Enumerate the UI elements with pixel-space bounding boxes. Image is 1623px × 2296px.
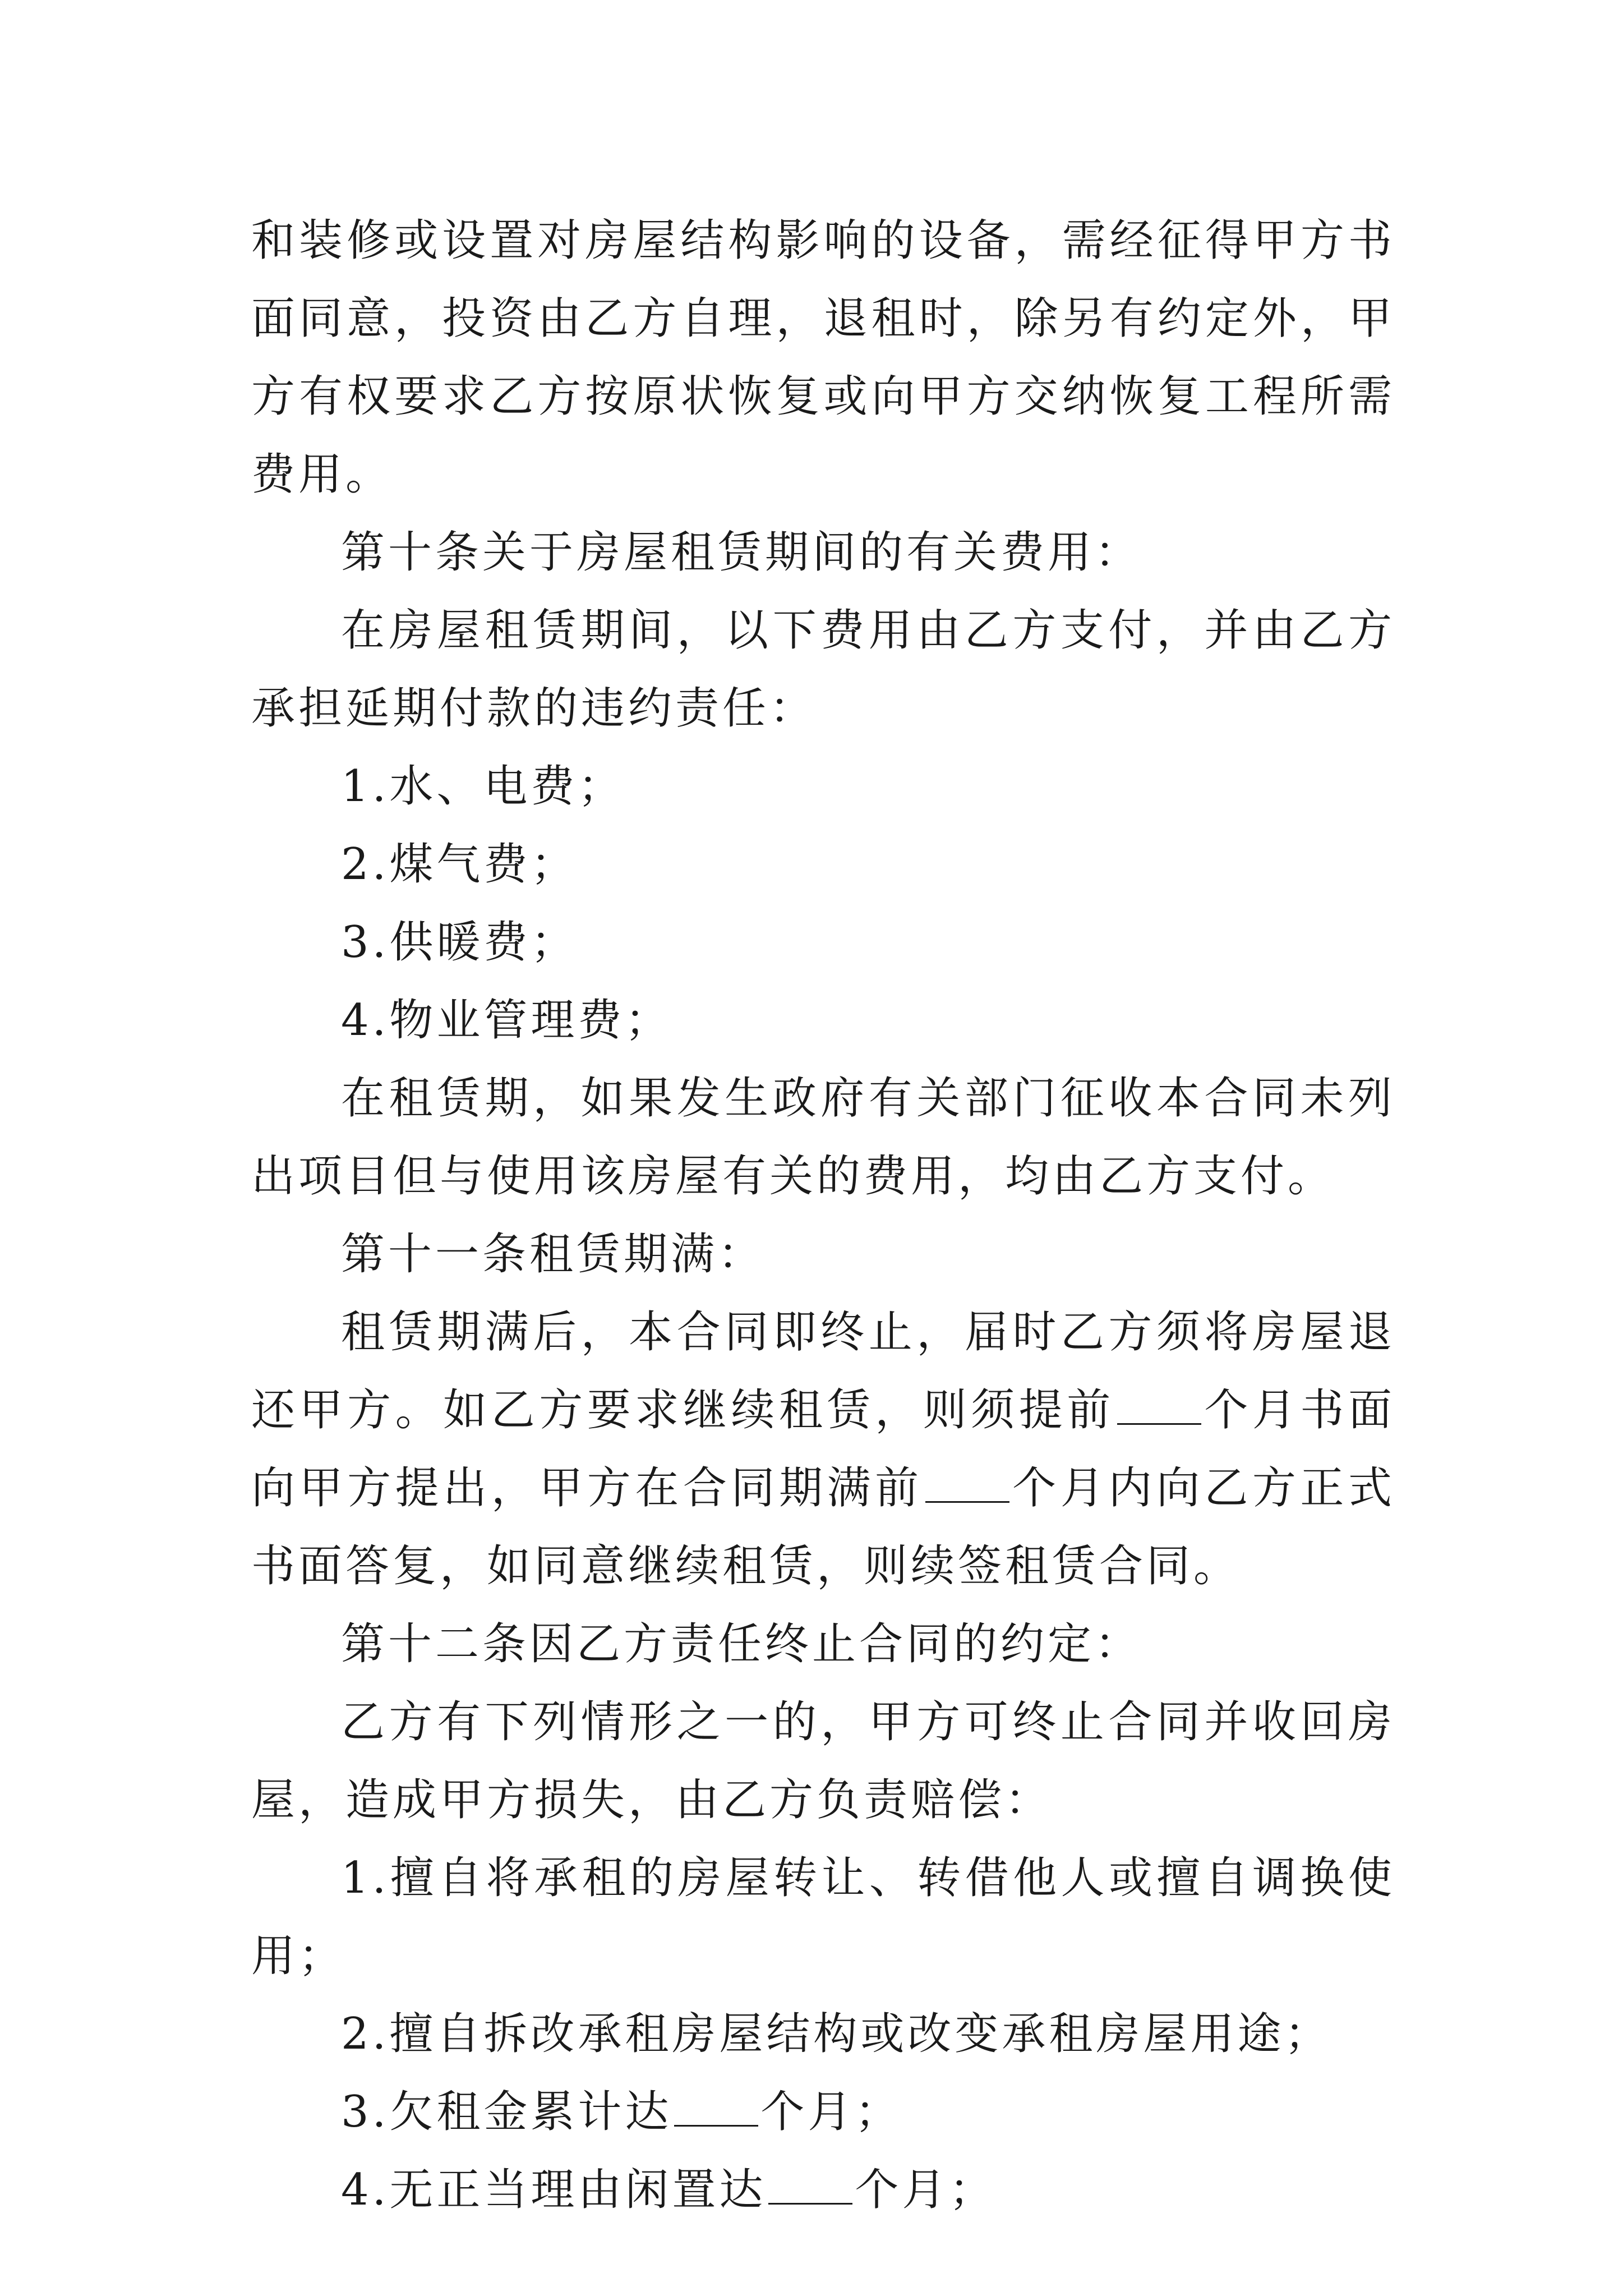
lease-expiry-text-2: 个月书面向甲方提出，甲方在合同期满前 bbox=[251, 1385, 1395, 1513]
paragraph-renovation: 和装修或设置对房屋结构影响的设备，需经征得甲方书面同意，投资由乙方自理，退租时，除另有约定外，甲方有权要求乙方按原状恢复或向甲方交纳恢复工程所需费用。 bbox=[251, 215, 1395, 500]
paragraph-lease-expiry bbox=[251, 1294, 1395, 1605]
rent-arrears-text: 3.欠租金累计达 bbox=[341, 2087, 672, 2137]
fee-item-heating: 3.供暖费； bbox=[341, 917, 578, 968]
termination-item-alteration: 2.擅自拆改承租房屋结构或改变承租房屋用途； bbox=[341, 2009, 1332, 2059]
fee-item-water-electricity: 1.水、电费； bbox=[341, 761, 625, 812]
paragraph-government-fees: 在租赁期，如果发生政府有关部门征收本合同未列出项目但与使用该房屋有关的费用，均由乙方支付。 bbox=[251, 1073, 1395, 1202]
lease-expiry-text-3: 个月内向乙方正式书面答复，如同意继续租赁，则续签租赁合同。 bbox=[251, 1463, 1395, 1591]
vacancy-unit: 个月； bbox=[855, 2165, 997, 2215]
rent-arrears-unit: 个月； bbox=[760, 2087, 902, 2137]
fee-item-property-management: 4.物业管理费； bbox=[341, 995, 672, 1046]
paragraph-fees-intro: 在房屋租赁期间，以下费用由乙方支付，并由乙方承担延期付款的违约责任： bbox=[251, 605, 1395, 734]
blank-field-notice-months bbox=[1117, 1388, 1201, 1425]
blank-field-arrears-months bbox=[674, 2090, 758, 2127]
article-10-title: 第十条关于房屋租赁期间的有关费用： bbox=[341, 527, 1142, 578]
blank-field-reply-months bbox=[925, 1466, 1009, 1503]
fee-item-gas: 2.煤气费； bbox=[341, 839, 578, 890]
termination-item-vacancy bbox=[251, 2151, 1395, 2229]
article-12-title: 第十二条因乙方责任终止合同的约定： bbox=[341, 1619, 1142, 1669]
lease-expiry-text-1: 租赁期满后，本合同即终止，届时乙方须将房屋退还甲方。如乙方要求继续租赁，则须提前 bbox=[251, 1307, 1395, 1435]
document-body bbox=[251, 202, 1395, 2229]
termination-item-sublease: 1.擅自将承租的房屋转让、转借他人或擅自调换使用； bbox=[251, 1853, 1395, 1981]
blank-field-vacancy-months bbox=[768, 2168, 852, 2205]
vacancy-text: 4.无正当理由闲置达 bbox=[341, 2165, 767, 2215]
paragraph-termination-intro: 乙方有下列情形之一的，甲方可终止合同并收回房屋，造成甲方损失，由乙方负责赔偿： bbox=[251, 1697, 1395, 1825]
article-11-title: 第十一条租赁期满： bbox=[341, 1229, 766, 1280]
termination-item-rent-arrears bbox=[251, 2073, 1395, 2151]
